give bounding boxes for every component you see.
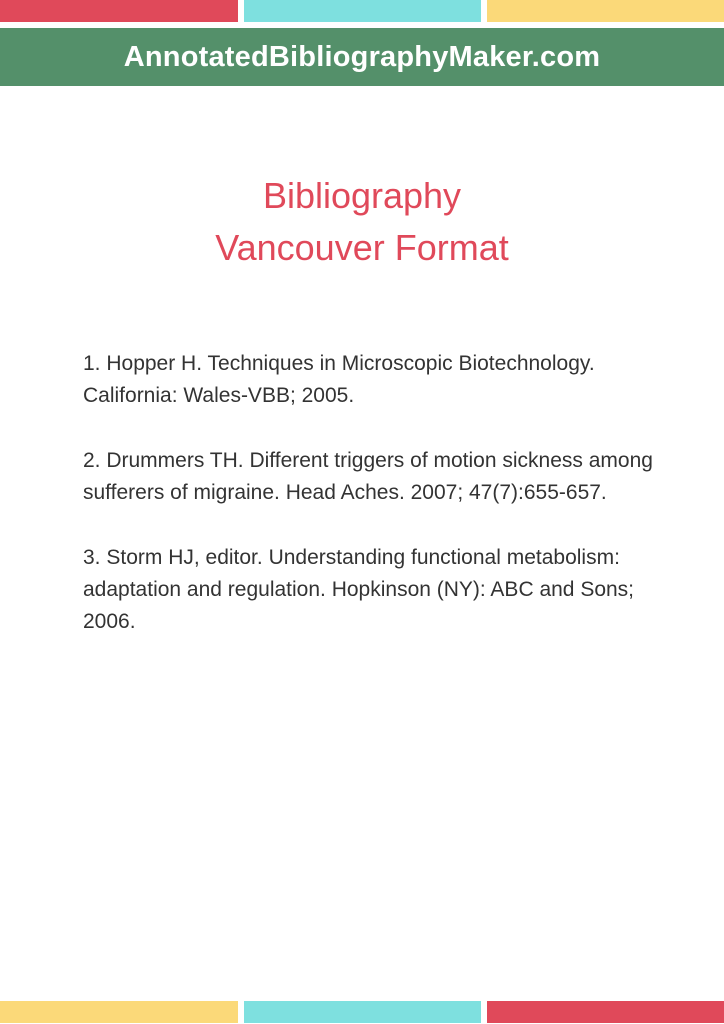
title-line-1: Bibliography	[262, 175, 462, 216]
title-line-2: Vancouver Format	[215, 227, 509, 268]
top-stripe-teal	[244, 0, 481, 22]
top-stripe-red	[0, 0, 238, 22]
document-title	[0, 170, 724, 274]
top-stripe-yellow	[487, 0, 724, 22]
bottom-stripe-teal	[244, 1001, 481, 1023]
bibliography-entry-1: 1. Hopper H. Techniques in Microscopic Biotechnology. California: Wales-VBB; 2005.	[83, 352, 595, 407]
bottom-stripe-red	[487, 1001, 724, 1023]
bibliography-list	[83, 348, 663, 671]
site-name: AnnotatedBibliographyMaker.com	[123, 40, 601, 73]
top-stripe-bar	[0, 0, 724, 22]
bibliography-entry-3: 3. Storm HJ, editor. Understanding functional metabolism: adaptation and regulation. Hopkinson (NY): ABC and Sons; 2006.	[83, 546, 635, 633]
header-banner	[0, 28, 724, 86]
bottom-stripe-bar	[0, 1001, 724, 1023]
bibliography-entry-2: 2. Drummers TH. Different triggers of motion sickness among sufferers of migraine. Head Aches. 2007; 47(7):655-657.	[83, 449, 653, 504]
bottom-stripe-yellow	[0, 1001, 238, 1023]
